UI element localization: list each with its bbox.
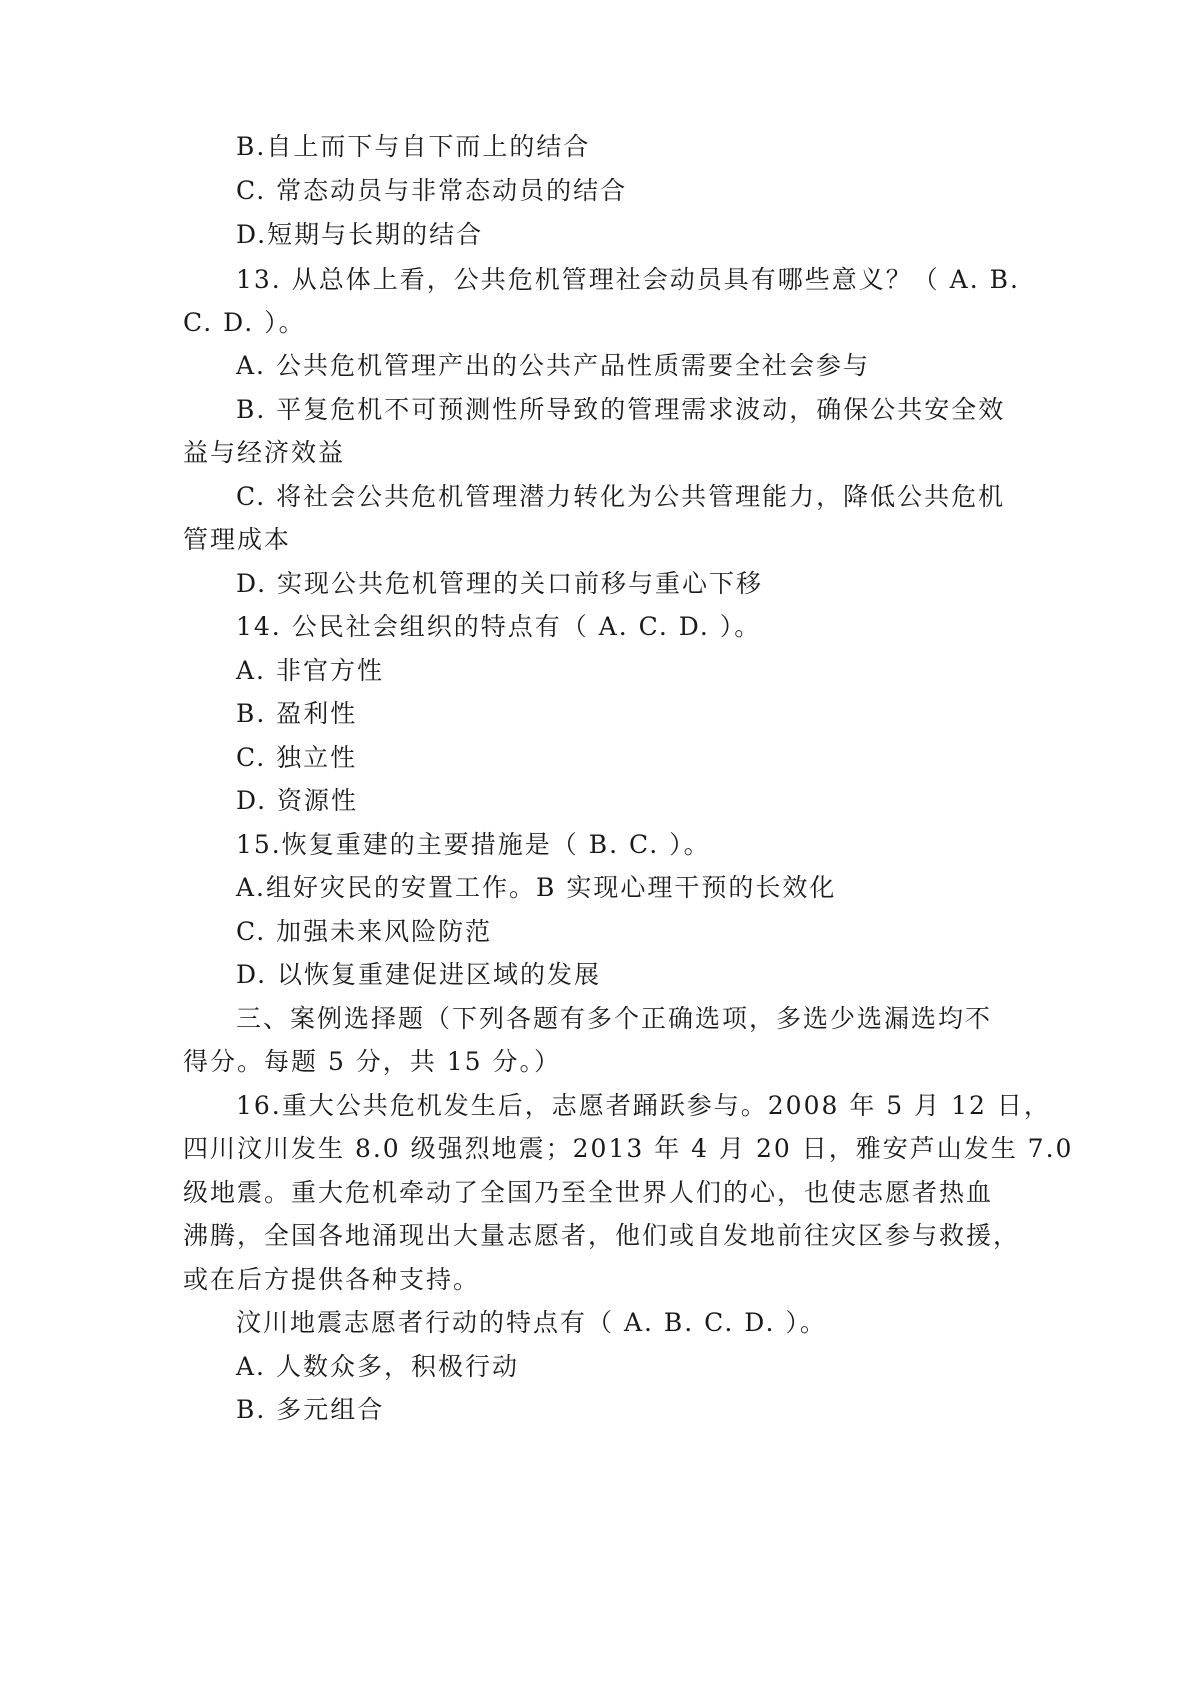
option-13a: A. 公共危机管理产出的公共产品性质需要全社会参与 <box>236 351 870 380</box>
option-14d: D. 资源性 <box>236 786 359 815</box>
option-14c: C. 独立性 <box>236 743 358 772</box>
case-16-paragraph-line-1: 16.重大公共危机发生后，志愿者踊跃参与。2008 年 5 月 12 日， <box>236 1091 1051 1120</box>
case-16-paragraph-line-5: 或在后方提供各种支持。 <box>183 1265 481 1294</box>
question-13-continued: C. D. ）。 <box>183 308 306 337</box>
case-16-paragraph-line-3: 级地震。重大危机牵动了全国乃至全世界人们的心，也使志愿者热血 <box>183 1178 994 1207</box>
option-15d: D. 以恢复重建促进区域的发展 <box>236 960 602 989</box>
option-16b: B. 多元组合 <box>236 1395 385 1424</box>
option-15c: C. 加强未来风险防范 <box>236 917 493 946</box>
option-13b-continued: 益与经济效益 <box>183 438 346 467</box>
section-heading: 三、案例选择题（下列各题有多个正确选项，多选少选漏选均不 <box>236 1004 993 1033</box>
option-12c: C. 常态动员与非常态动员的结合 <box>236 176 628 205</box>
option-13b: B. 平复危机不可预测性所导致的管理需求波动，确保公共安全效 <box>236 395 1006 424</box>
option-13c: C. 将社会公共危机管理潜力转化为公共管理能力，降低公共危机 <box>236 482 1006 511</box>
case-16-paragraph-line-2: 四川汶川发生 8.0 级强烈地震；2013 年 4 月 20 日，雅安芦山发生 7.0 <box>183 1134 1074 1163</box>
option-14a: A. 非官方性 <box>236 656 384 685</box>
question-15: 15.恢复重建的主要措施是（ B. C. ）。 <box>236 830 711 859</box>
case-16-question: 汶川地震志愿者行动的特点有（ A. B. C. D. ）。 <box>236 1308 827 1337</box>
section-heading-continued: 得分。每题 5 分，共 15 分。） <box>183 1047 562 1076</box>
option-12d: D.短期与长期的结合 <box>236 220 484 249</box>
option-16a: A. 人数众多，积极行动 <box>236 1352 519 1381</box>
question-13: 13. 从总体上看，公共危机管理社会动员具有哪些意义？（ A. B. <box>236 265 1020 294</box>
option-12b: B.自上而下与自下而上的结合 <box>236 132 591 161</box>
option-14b: B. 盈利性 <box>236 699 358 728</box>
option-15ab: A.组好灾民的安置工作。B 实现心理干预的长效化 <box>236 873 837 902</box>
question-14: 14. 公民社会组织的特点有（ A. C. D. ）。 <box>236 612 762 641</box>
option-13c-continued: 管理成本 <box>183 525 292 554</box>
option-13d: D. 实现公共危机管理的关口前移与重心下移 <box>236 569 764 598</box>
case-16-paragraph-line-4: 沸腾，全国各地涌现出大量志愿者，他们或自发地前往灾区参与救援， <box>183 1221 1021 1250</box>
